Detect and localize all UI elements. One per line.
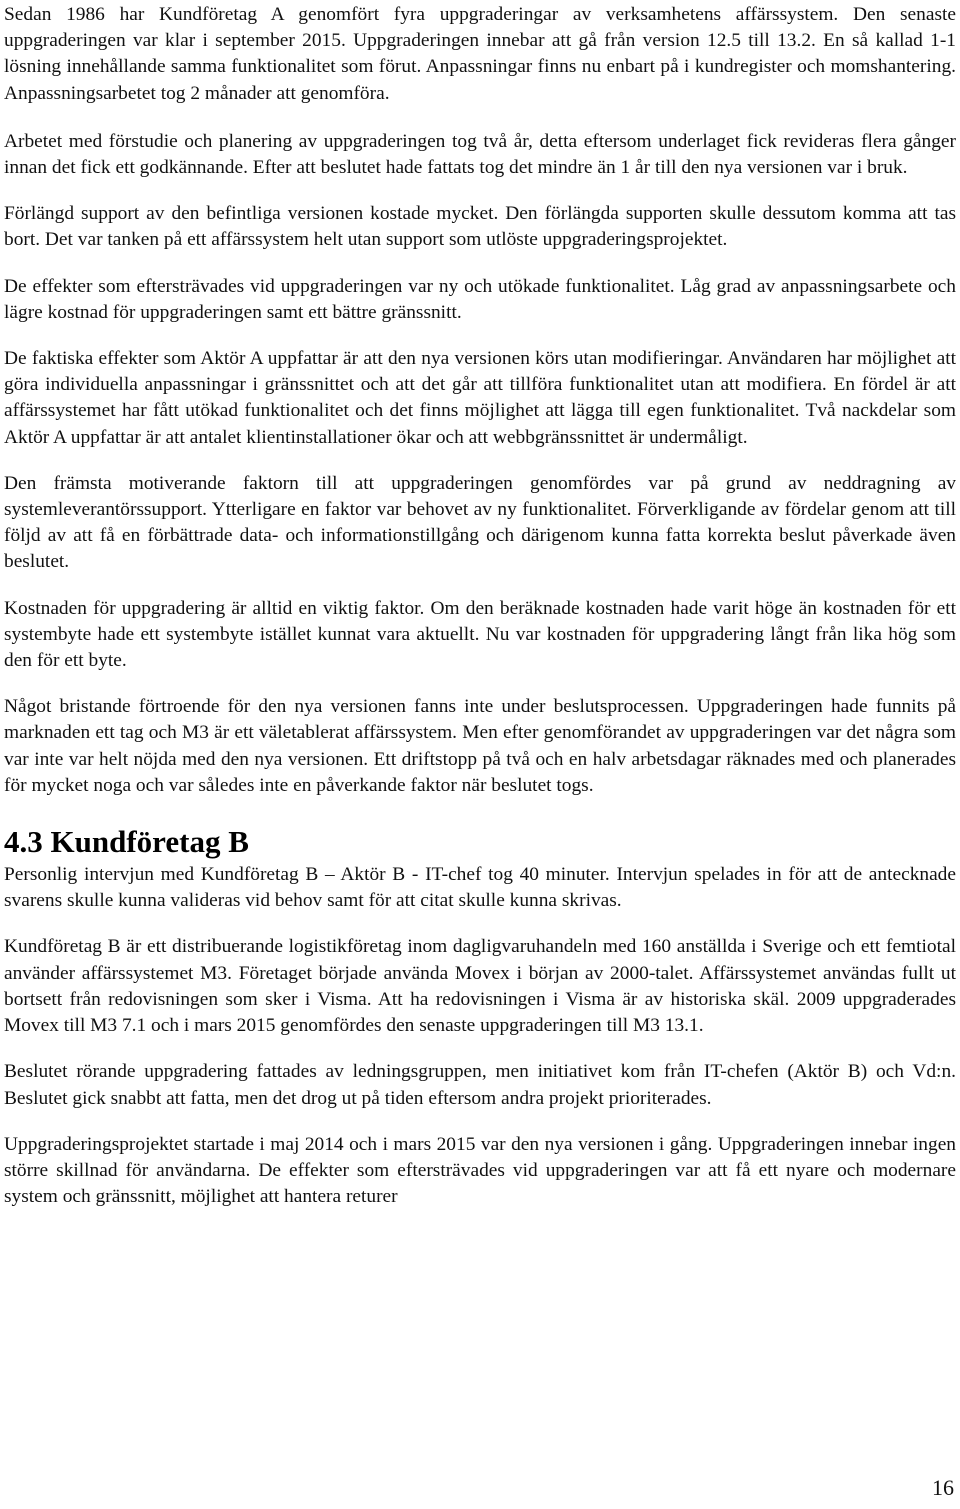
paragraph-interview: Personlig intervjun med Kundföretag B – Aktör B - IT-chef tog 40 minuter. Intervjun spelades in för att de antecknade svarens skulle kunna valideras vid behov samt för att citat skulle kunna skrivas.	[4, 864, 956, 912]
page-number: 16	[932, 1475, 954, 1500]
paragraph-cost: Kostnaden för uppgradering är alltid en viktig faktor. Om den beräknade kostnaden hade varit höge än kostnaden för ett systembyte hade ett systembyte istället kunnat vara aktuellt. Nu var kostnaden för uppgradering långt från lika hög som den för ett byte.	[4, 597, 956, 672]
paragraph-planning: Arbetet med förstudie och planering av uppgraderingen tog två år, detta eftersom underlaget fick revideras flera gånger innan det fick ett godkännande. Efter att beslutet hade fattats tog det mindre än 1 år till den nya versionen var i bruk.	[4, 130, 956, 179]
paragraph-trust: Något bristande förtroende för den nya versionen fanns inte under beslutsprocessen. Uppgraderingen hade funnits på marknaden ett tag och M3 är ett väletablerat affärssystem. Men efter genomförandet av uppgraderingen var det några som var inte var helt nöjda med den nya versionen. Ett driftstopp på två och en halv arbetsdagar räknades med och planerades för mycket noga och var således inte en påverkande faktor när beslutet togs.	[4, 696, 956, 796]
paragraph-history: Sedan 1986 har Kundföretag A genomfört fyra uppgraderingar av verksamhetens affärssystem. Den senaste uppgraderingen var klar i september 2015. Uppgraderingen innebar att gå från version 12.5 till 13.2. En så kallad 1-1 lösning innehållande samma funktionalitet som förut. Anpassningar finns nu enbart på i kundregister och momshantering. Anpassningsarbetet tog 2 månader att genomföra.	[4, 4, 956, 104]
section-heading: 4.3 Kundföretag B	[4, 824, 249, 860]
paragraph-project-start: Uppgraderingsprojektet startade i maj 2014 och i mars 2015 var den nya versionen i gång. Uppgraderingen innebar ingen större skillnad för användarna. De effekter som eftersträvades vid uppgraderingen var att få ett nyare och modernare system och gränssnitt, möjlighet att hantera returer	[4, 1133, 956, 1208]
paragraph-company-b: Kundföretag B är ett distribuerande logistikföretag inom dagligvaruhandeln med 160 anställda i Sverige och ett femtiotal använder affärssystemet M3. Företaget började använda Movex i början av 2000-talet. Affärssystemet användas fullt ut bortsett från redovisningen som sker i Visma. Att ha redovisningen i Visma är av historiska skäl. 2009 uppgraderades Movex till M3 7.1 och i mars 2015 genomfördes den senaste uppgraderingen till M3 13.1.	[4, 936, 956, 1037]
paragraph-motivation: Den främsta motiverande faktorn till att uppgraderingen genomfördes var på grund av neddragning av systemleverantörssupport. Ytterligare en faktor var behovet av ny funktionalitet. Förverkligande av fördelar genom att till följd av att få en förbättrade data- och informationstillgång och därigenom kunna fatta korrekta beslut påverkade även beslutet.	[4, 472, 956, 573]
paragraph-support: Förlängd support av den befintliga versionen kostade mycket. Den förlängda supporten skulle dessutom komma att tas bort. Det var tanken på ett affärssystem helt utan support som utlöste uppgraderingsprojektet.	[4, 203, 956, 251]
paragraph-actual-effects: De faktiska effekter som Aktör A uppfattar är att den nya versionen körs utan modifieringar. Användaren har möjlighet att göra individuella anpassningar i gränssnittet och att det går att tillföra funktionalitet utan att modifiera. En fördel är att affärssystemet har fått utökad funktionalitet och det finns möjlighet att lägga till egen funktionalitet. Två nackdelar som Aktör A uppfattar är att antalet klientinstallationer ökar och att webbgränssnittet är undermåligt.	[4, 348, 956, 448]
paragraph-intended-effects: De effekter som eftersträvades vid uppgraderingen var ny och utökade funktionalitet. Låg grad av anpassningsarbete och lägre kostnad för uppgraderingen samt ett bättre gränssnitt.	[4, 275, 956, 323]
paragraph-decision: Beslutet rörande uppgradering fattades av ledningsgruppen, men initiativet kom från IT-chefen (Aktör B) och Vd:n. Beslutet gick snabbt att fatta, men det drog ut på tiden eftersom andra projekt prioriterades.	[4, 1061, 956, 1109]
document-page	[4, 2, 956, 1230]
